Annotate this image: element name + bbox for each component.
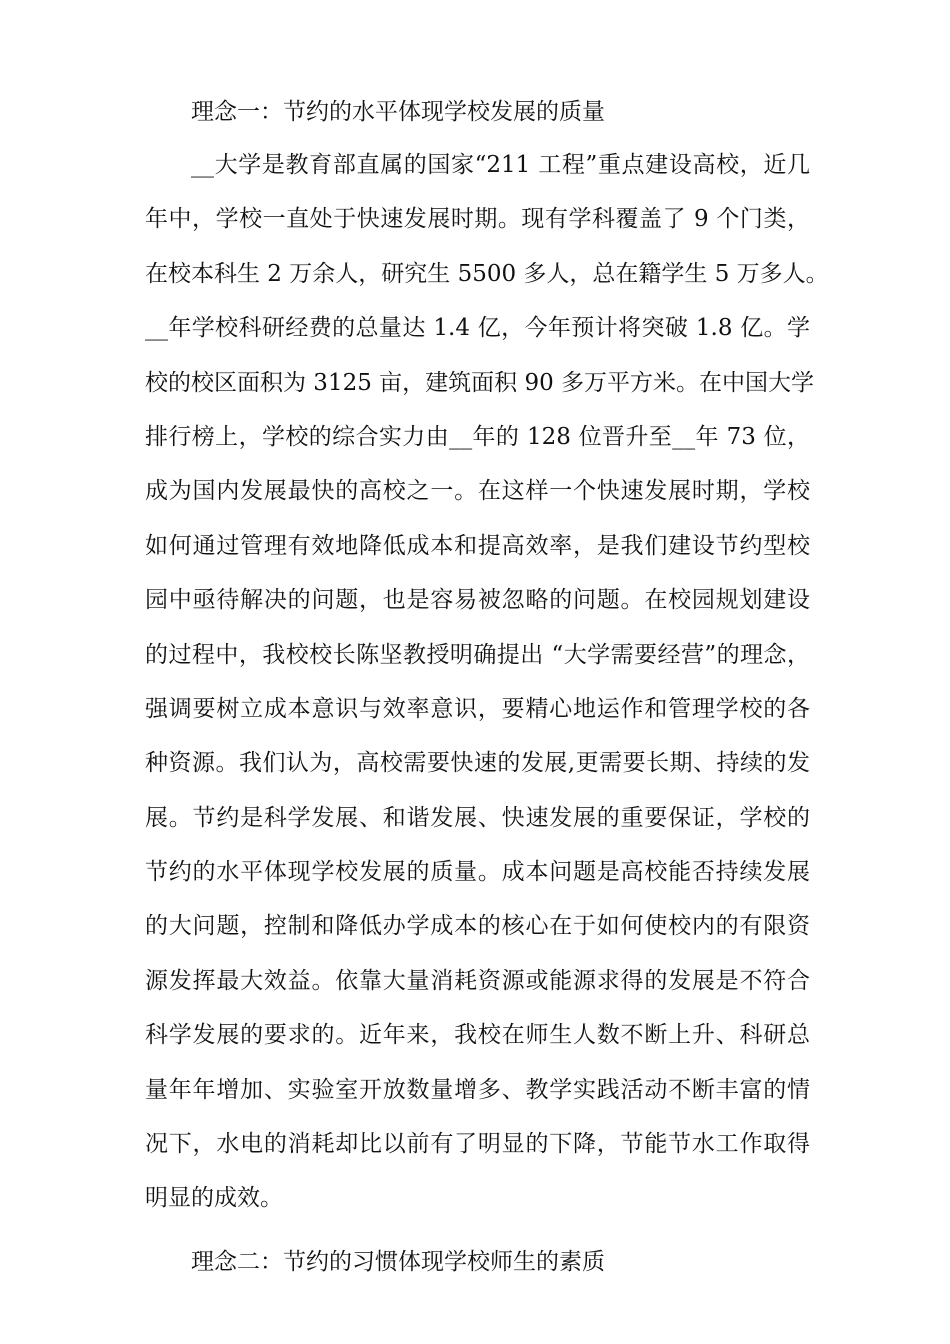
document-page <box>145 86 829 1288</box>
paragraph-1 <box>145 138 829 1226</box>
section-heading-2: 理念二：节约的习惯体现学校师生的素质 <box>191 1248 605 1275</box>
paragraph-line: 科学发展的要求的。近年来，我校在师生人数不断上升、科研总 <box>145 1022 810 1049</box>
paragraph-line: 年中，学校一直处于快速发展时期。现有学科覆盖了 9 个门类， <box>145 206 810 233</box>
paragraph-line: 的大问题，控制和降低办学成本的核心在于如何使校内的有限资 <box>145 913 810 940</box>
paragraph-line: 种资源。我们认为，高校需要快速的发展,更需要长期、持续的发 <box>145 750 810 777</box>
paragraph-line: 的过程中，我校校长陈坚教授明确提出 “大学需要经营”的理念， <box>145 641 810 668</box>
paragraph-line: 节约的水平体现学校发展的质量。成本问题是高校能否持续发展 <box>145 859 810 886</box>
paragraph-line: 排行榜上，学校的综合实力由__年的 128 位晋升至__年 73 位， <box>145 423 810 450</box>
paragraph-line: 在校本科生 2 万余人，研究生 5500 多人，总在籍学生 5 万多人。 <box>145 260 829 287</box>
paragraph-line: 如何通过管理有效地降低成本和提高效率，是我们建设节约型校 <box>145 532 810 559</box>
paragraph-line: 校的校区面积为 3125 亩，建筑面积 90 多万平方米。在中国大学 <box>145 369 815 396</box>
paragraph-line: 展。节约是科学发展、和谐发展、快速发展的重要保证，学校的 <box>145 804 810 831</box>
paragraph-line: __年学校科研经费的总量达 1.4 亿，今年预计将突破 1.8 亿。学 <box>145 315 810 342</box>
paragraph-line: 园中亟待解决的问题，也是容易被忽略的问题。在校园规划建设 <box>145 587 810 614</box>
paragraph-line: 明显的成效。 <box>145 1185 283 1212</box>
paragraph-line: 源发挥最大效益。依靠大量消耗资源或能源求得的发展是不符合 <box>145 967 810 994</box>
paragraph-line: __大学是教育部直属的国家“211 工程”重点建设高校，近几 <box>191 152 810 178</box>
paragraph-line: 强调要树立成本意识与效率意识，要精心地运作和管理学校的各 <box>145 695 810 722</box>
paragraph-line: 成为国内发展最快的高校之一。在这样一个快速发展时期，学校 <box>145 478 810 505</box>
section-heading-1: 理念一：节约的水平体现学校发展的质量 <box>191 99 605 125</box>
paragraph-line: 量年年增加、实验室开放数量增多、教学实践活动不断丰富的情 <box>145 1076 810 1103</box>
paragraph-line: 况下，水电的消耗却比以前有了明显的下降，节能节水工作取得 <box>145 1131 810 1158</box>
